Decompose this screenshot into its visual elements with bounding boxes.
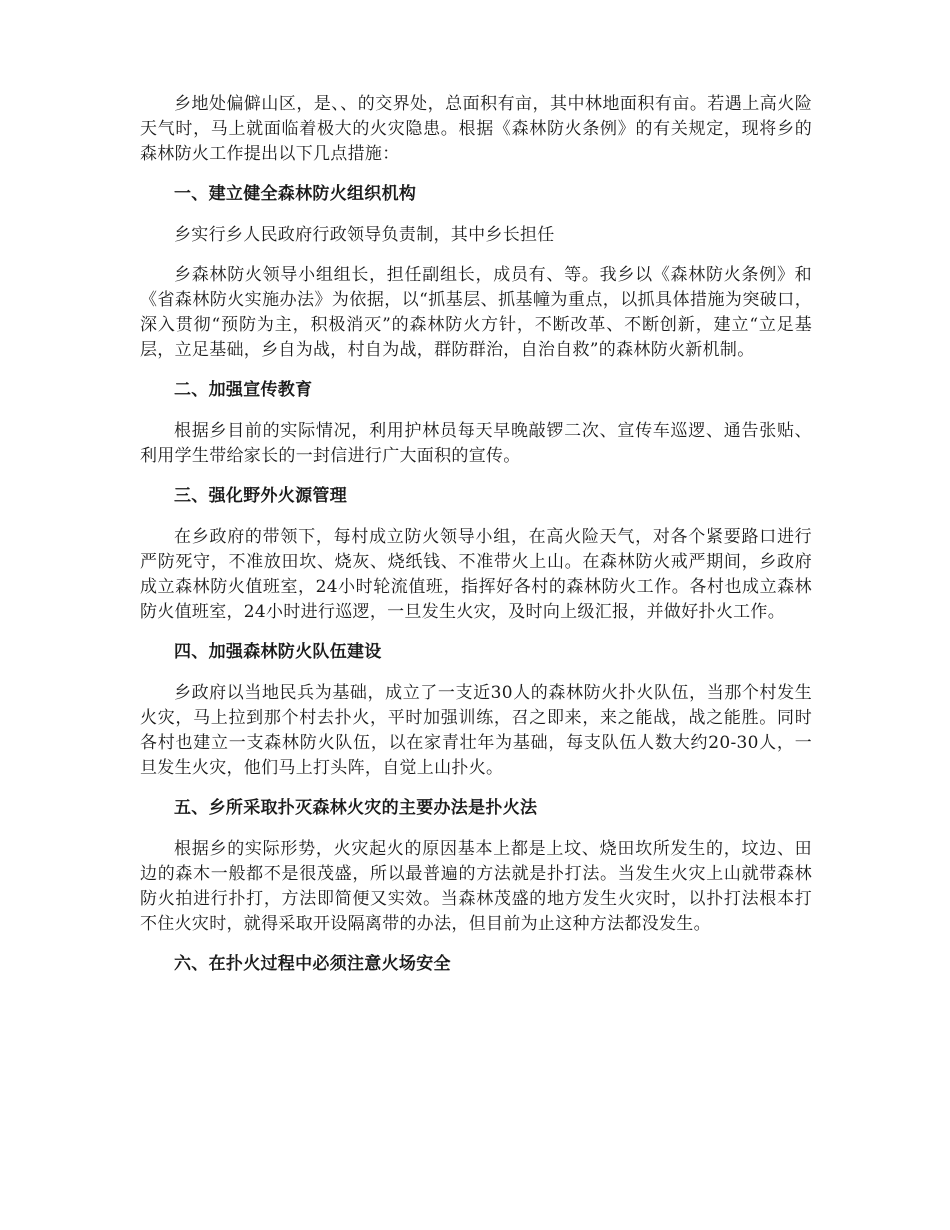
section-6-heading: 六、在扑火过程中必须注意火场安全: [174, 954, 451, 974]
section-1-paragraph-1: 乡实行乡人民政府行政领导负责制，其中乡长担任: [174, 225, 555, 245]
section-2-heading: 二、加强宣传教育: [174, 380, 313, 400]
section-1-paragraph-2: 乡森林防火领导小组组长，担任副组长，成员有、等。我乡以《森林防火条例》和《省森林防火实施办法》为依据，以“抓基层、抓基幢为重点，以抓具体措施为突破口，深入贯彻“预防为主，积极消灭”的森林防火方针，不断改革、不断创新，建立“立足基层，立足基础，乡自为战，村自为战，群防群治，自治自救”的森林防火新机制。: [140, 265, 812, 360]
section-5-paragraph-1: 根据乡的实际形势，火灾起火的原因基本上都是上坟、烧田坎所发生的，坟边、田边的森木一般都不是很茂盛，所以最普遍的方法就是扑打法。当发生火灾上山就带森林防火拍进行扑打，方法即简便又实效。当森林茂盛的地方发生火灾时，以扑打法根本打不住火灾时，就得采取开设隔离带的办法，但目前为止这种方法都没发生。: [140, 839, 812, 934]
document-page: [140, 92, 812, 993]
section-1-heading: 一、建立健全森林防火组织机构: [174, 184, 417, 204]
intro-paragraph: 乡地处偏僻山区，是、、的交界处，总面积有亩，其中林地面积有亩。若遇上高火险天气时，马上就面临着极大的火灾隐患。根据《森林防火条例》的有关规定，现将乡的森林防火工作提出以下几点措施：: [140, 94, 812, 164]
section-3-heading: 三、强化野外火源管理: [174, 486, 347, 506]
section-4-heading: 四、加强森林防火队伍建设: [174, 642, 382, 662]
section-5-heading: 五、乡所采取扑灭森林火灾的主要办法是扑火法: [174, 798, 538, 818]
section-3-paragraph-1: 在乡政府的带领下，每村成立防火领导小组，在高火险天气，对各个紧要路口进行严防死守，不准放田坎、烧灰、烧纸钱、不准带火上山。在森林防火戒严期间，乡政府成立森林防火值班室，24小时轮流值班，指挥好各村的森林防火工作。各村也成立森林防火值班室，24小时进行巡逻，一旦发生火灾，及时向上级汇报，并做好扑火工作。: [140, 527, 812, 622]
section-2-paragraph-1: 根据乡目前的实际情况，利用护林员每天早晚敲锣二次、宣传车巡逻、通告张贴、利用学生带给家长的一封信进行广大面积的宣传。: [140, 421, 812, 466]
section-4-paragraph-1: 乡政府以当地民兵为基础，成立了一支近30人的森林防火扑火队伍，当那个村发生火灾，马上拉到那个村去扑火，平时加强训练，召之即来，来之能战，战之能胜。同时各村也建立一支森林防火队伍，以在家青壮年为基础，每支队伍人数大约20-30人，一旦发生火灾，他们马上打头阵，自觉上山扑火。: [140, 683, 812, 778]
